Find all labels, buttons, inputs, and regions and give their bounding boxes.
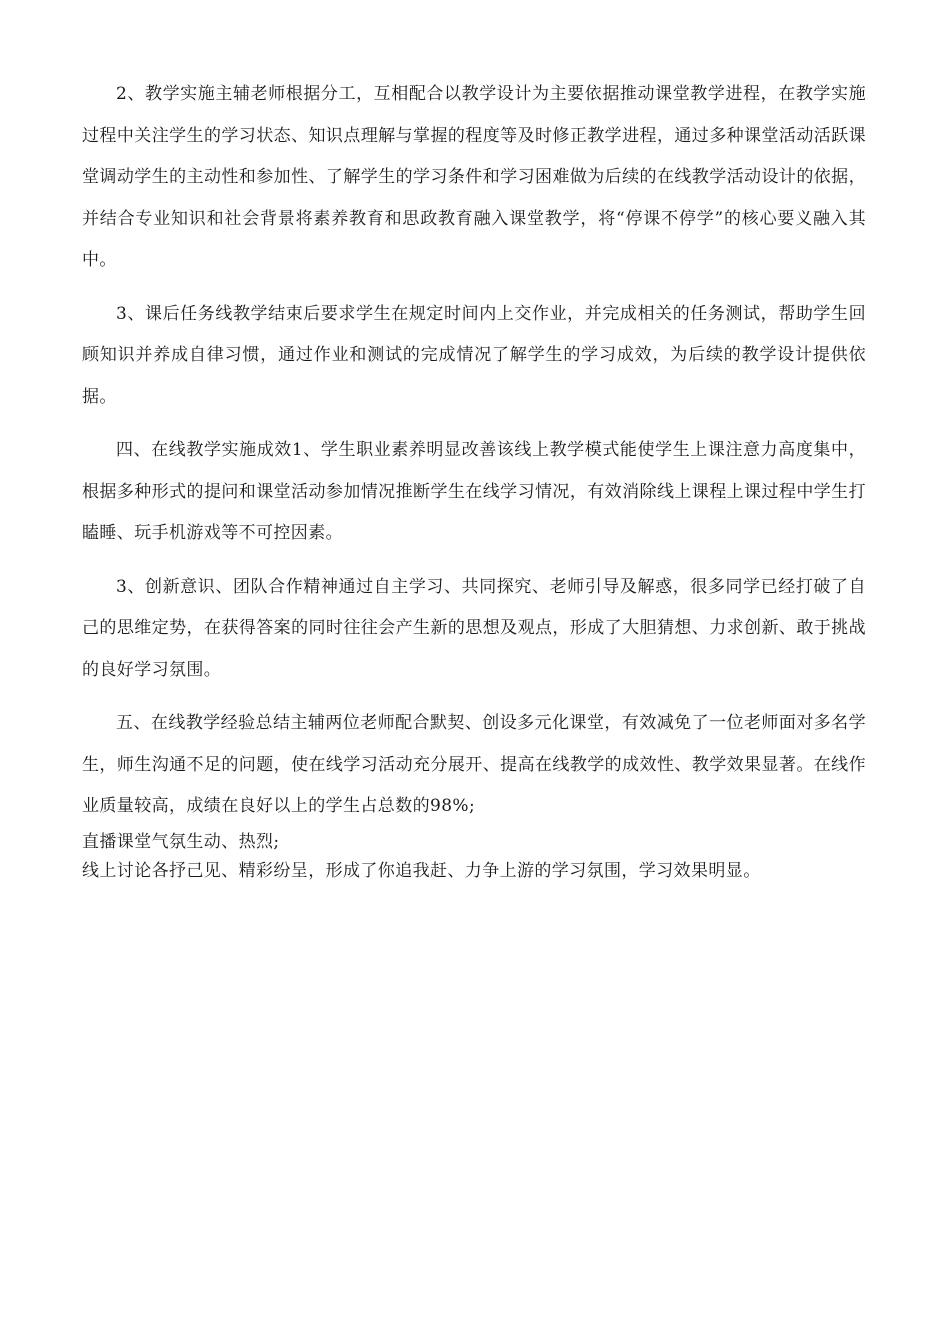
paragraph-after-class-tasks: 3、课后任务线教学结束后要求学生在规定时间内上交作业，并完成相关的任务测试，帮助学生回顾知识并养成自律习惯，通过作业和测试的完成情况了解学生的学习成效，为后续的教学设计提供依据。 (82, 303, 866, 407)
paragraph-innovation: 3、创新意识、团队合作精神通过自主学习、共同探究、老师引导及解惑，很多同学已经打破了自己的思维定势，在获得答案的同时往往会产生新的思想及观点，形成了大胆猜想、力求创新、敢于挑战的良好学习氛围。 (82, 576, 866, 680)
document-page (82, 74, 866, 886)
line-live-classroom: 直播课堂气氛生动、热烈; (82, 831, 280, 852)
paragraph-experience-summary: 五、在线教学经验总结主辅两位老师配合默契、创设多元化课堂，有效减免了一位老师面对多名学生，师生沟通不足的问题，使在线学习活动充分展开、提高在线教学的成效性、教学效果显著。在线作业质量较高，成绩在良好以上的学生占总数的98%; (82, 713, 866, 816)
paragraph-teaching-results: 四、在线教学实施成效1、学生职业素养明显改善该线上教学模式能使学生上课注意力高度集中，根据多种形式的提问和课堂活动参加情况推断学生在线学习情况，有效消除线上课程上课过程中学生打瞌睡、玩手机游戏等不可控因素。 (82, 440, 866, 543)
line-online-discussion: 线上讨论各抒己见、精彩纷呈，形成了你追我赶、力争上游的学习氛围，学习效果明显。 (82, 860, 761, 881)
paragraph-teaching-implementation: 2、教学实施主辅老师根据分工，互相配合以教学设计为主要依据推动课堂教学进程，在教学实施过程中关注学生的学习状态、知识点理解与掌握的程度等及时修正教学进程，通过多种课堂活动活跃课堂调动学生的主动性和参加性、了解学生的学习条件和学习困难做为后续的在线教学活动设计的依据，并结合专业知识和社会背景将素养教育和思政教育融入课堂教学，将“停课不停学”的核心要义融入其中。 (82, 84, 866, 270)
